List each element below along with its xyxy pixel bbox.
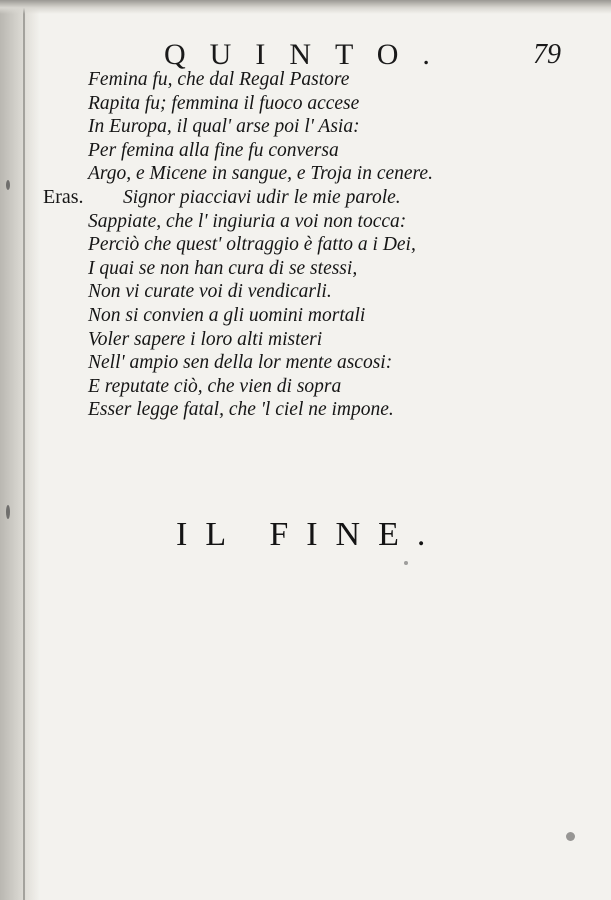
verse-line (40, 210, 600, 234)
verse-text: I quai se non han cura di se stessi, (88, 257, 358, 279)
verse-text: E reputate ciò, che vien di sopra (88, 375, 342, 397)
verse-text: Non vi curate voi di vendicarli. (88, 281, 332, 303)
verse-line (40, 233, 600, 257)
verse-text: Argo, e Micene in sangue, e Troja in cenere. (88, 163, 433, 185)
speaker-label: Eras. (43, 185, 84, 208)
ink-speck (404, 561, 408, 565)
verse-line (40, 351, 600, 375)
verse-line (40, 162, 600, 186)
verse-text: Signor piacciavi udir le mie parole. (123, 186, 401, 208)
ink-speck (566, 832, 575, 841)
ink-speck (6, 505, 10, 519)
verse-line (40, 92, 600, 116)
page-number: 79 (533, 39, 561, 70)
verse-line (40, 398, 600, 422)
verse-text: Rapita fu; femmina il fuoco accese (88, 92, 360, 114)
verse-line (40, 328, 600, 352)
verse-line (40, 139, 600, 163)
ink-speck (6, 180, 10, 190)
verse-text: Femina fu, che dal Regal Pastore (88, 69, 350, 90)
verse-text: Voler sapere i loro alti misteri (88, 328, 323, 350)
verse-text: In Europa, il qual' arse poi l' Asia: (88, 116, 360, 138)
binding-fold-line (23, 0, 25, 900)
verse-block (40, 68, 600, 422)
verse-text: Sappiate, che l' ingiuria a voi non tocca: (88, 210, 407, 232)
verse-line (40, 280, 600, 304)
page-top-shadow (0, 0, 611, 14)
verse-line (40, 186, 600, 210)
verse-text: Nell' ampio sen della lor mente ascosi: (88, 352, 393, 374)
verse-line (40, 304, 600, 328)
binding-gutter (0, 0, 40, 900)
running-head: QUINTO. (164, 38, 454, 71)
end-mark: IL FINE. (176, 516, 444, 553)
verse-line (40, 375, 600, 399)
verse-line (40, 115, 600, 139)
verse-text: Non si convien a gli uomini mortali (88, 304, 366, 326)
verse-text: Esser legge fatal, che 'l ciel ne impone. (88, 399, 394, 421)
verse-line (40, 257, 600, 281)
verse-text: Perciò che quest' oltraggio è fatto a i Dei, (88, 234, 416, 256)
verse-text: Per femina alla fine fu conversa (88, 139, 339, 161)
verse-line (40, 68, 600, 92)
